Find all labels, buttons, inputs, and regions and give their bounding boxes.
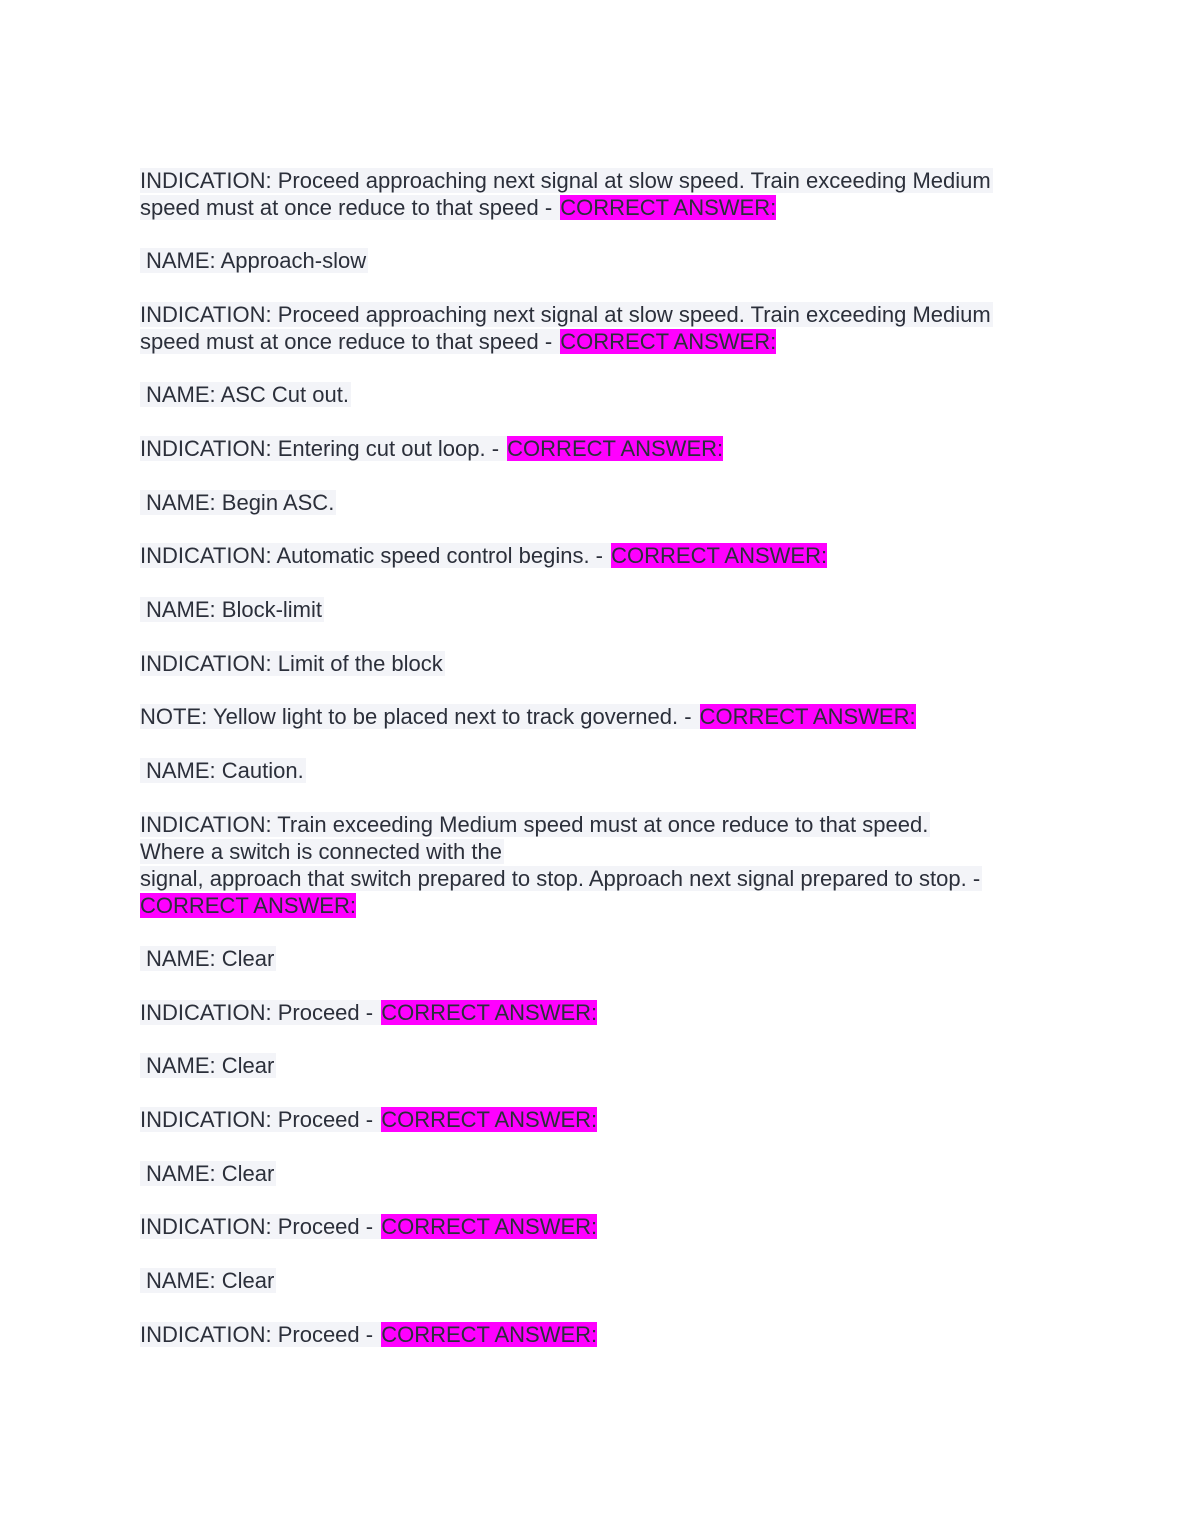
indication-text: speed must at once reduce to that speed - bbox=[140, 195, 559, 220]
text-block bbox=[140, 1106, 1060, 1133]
text-block bbox=[140, 435, 1060, 462]
text-line bbox=[140, 1052, 1060, 1079]
text-line bbox=[140, 247, 1060, 274]
text-line bbox=[140, 596, 1060, 623]
text-block bbox=[140, 489, 1060, 516]
text-line bbox=[140, 811, 1060, 838]
correct-answer-highlight: CORRECT ANSWER: bbox=[560, 195, 777, 220]
signal-name: NAME: Clear bbox=[140, 1161, 276, 1186]
indication-text: INDICATION: Automatic speed control begins. - bbox=[140, 543, 610, 568]
text-block bbox=[140, 945, 1060, 972]
text-block bbox=[140, 247, 1060, 274]
correct-answer-highlight: CORRECT ANSWER: bbox=[140, 893, 356, 918]
text-line bbox=[140, 892, 1060, 919]
text-block bbox=[140, 999, 1060, 1026]
indication-text: Where a switch is connected with the bbox=[140, 839, 502, 864]
indication-text: NOTE: Yellow light to be placed next to track governed. - bbox=[140, 704, 698, 729]
correct-answer-highlight: CORRECT ANSWER: bbox=[507, 436, 724, 461]
signal-name: NAME: Clear bbox=[140, 946, 276, 971]
indication-text: INDICATION: Proceed approaching next signal at slow speed. Train exceeding Medium bbox=[140, 168, 991, 193]
text-line bbox=[140, 542, 1060, 569]
indication-text: speed must at once reduce to that speed - bbox=[140, 329, 559, 354]
text-block bbox=[140, 650, 1060, 677]
text-line bbox=[140, 328, 1060, 355]
indication-text: INDICATION: Proceed - bbox=[140, 1000, 380, 1025]
text-block bbox=[140, 1267, 1060, 1294]
text-block bbox=[140, 167, 1060, 221]
text-line bbox=[140, 381, 1060, 408]
correct-answer-highlight: CORRECT ANSWER: bbox=[611, 543, 828, 568]
text-line bbox=[140, 194, 1060, 221]
signal-name: NAME: Begin ASC. bbox=[140, 490, 336, 515]
signal-name: NAME: Approach-slow bbox=[140, 248, 368, 273]
text-line bbox=[140, 1267, 1060, 1294]
correct-answer-highlight: CORRECT ANSWER: bbox=[560, 329, 777, 354]
text-line bbox=[140, 1106, 1060, 1133]
correct-answer-highlight: CORRECT ANSWER: bbox=[381, 1107, 598, 1132]
correct-answer-highlight: CORRECT ANSWER: bbox=[381, 1214, 598, 1239]
indication-text: INDICATION: Proceed - bbox=[140, 1107, 380, 1132]
signal-name: NAME: Clear bbox=[140, 1053, 276, 1078]
correct-answer-highlight: CORRECT ANSWER: bbox=[381, 1322, 598, 1347]
text-line bbox=[140, 945, 1060, 972]
text-block bbox=[140, 542, 1060, 569]
text-block bbox=[140, 1052, 1060, 1079]
text-line bbox=[140, 1213, 1060, 1240]
text-block bbox=[140, 1213, 1060, 1240]
text-block bbox=[140, 811, 1060, 919]
indication-text: INDICATION: Proceed - bbox=[140, 1322, 380, 1347]
text-line bbox=[140, 1160, 1060, 1187]
correct-answer-highlight: CORRECT ANSWER: bbox=[381, 1000, 598, 1025]
text-line bbox=[140, 489, 1060, 516]
text-line bbox=[140, 865, 1060, 892]
indication-text: INDICATION: Proceed - bbox=[140, 1214, 380, 1239]
text-block bbox=[140, 703, 1060, 730]
indication-text: INDICATION: Train exceeding Medium speed must at once reduce to that speed. bbox=[140, 812, 929, 837]
indication-text: INDICATION: Proceed approaching next signal at slow speed. Train exceeding Medium bbox=[140, 302, 991, 327]
text-block bbox=[140, 1160, 1060, 1187]
text-line bbox=[140, 650, 1060, 677]
text-block bbox=[140, 596, 1060, 623]
signal-name: NAME: Block-limit bbox=[140, 597, 324, 622]
text-block bbox=[140, 381, 1060, 408]
text-line bbox=[140, 838, 1060, 865]
text-line bbox=[140, 703, 1060, 730]
text-block bbox=[140, 757, 1060, 784]
indication-text: INDICATION: Entering cut out loop. - bbox=[140, 436, 506, 461]
text-line bbox=[140, 1321, 1060, 1348]
text-line bbox=[140, 301, 1060, 328]
signal-name: NAME: Caution. bbox=[140, 758, 306, 783]
signal-name: NAME: ASC Cut out. bbox=[140, 382, 351, 407]
signal-name: NAME: Clear bbox=[140, 1268, 276, 1293]
text-block bbox=[140, 301, 1060, 355]
text-block bbox=[140, 1321, 1060, 1348]
indication-text: signal, approach that switch prepared to stop. Approach next signal prepared to stop. - bbox=[140, 866, 981, 891]
text-line bbox=[140, 435, 1060, 462]
correct-answer-highlight: CORRECT ANSWER: bbox=[699, 704, 916, 729]
indication-text: INDICATION: Limit of the block bbox=[140, 651, 443, 676]
text-line bbox=[140, 757, 1060, 784]
text-line bbox=[140, 999, 1060, 1026]
text-line bbox=[140, 167, 1060, 194]
